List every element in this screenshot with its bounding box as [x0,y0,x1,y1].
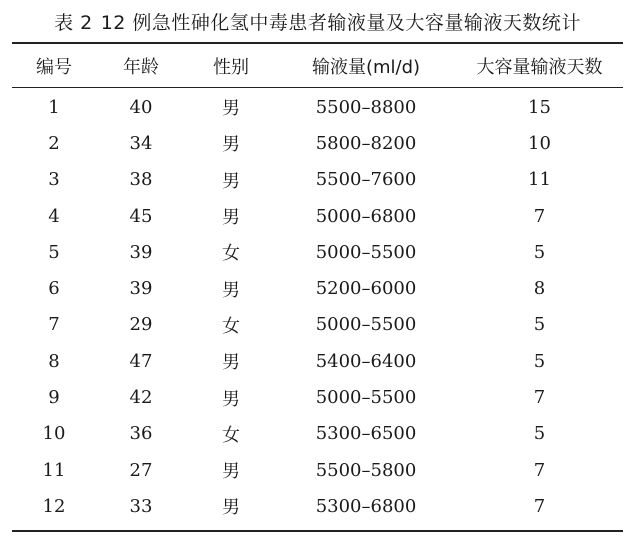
cell-sex: 男 [222,497,240,519]
cell-sex: 男 [222,461,240,483]
table-number: 表 2 [54,12,93,34]
data-table [12,44,623,525]
cell-sex: 男 [222,98,240,120]
cell-age: 34 [129,132,153,154]
cell-volume: 5500–8800 [315,96,417,118]
cell-days: 5 [533,241,546,263]
cell-days: 7 [533,459,546,481]
cell-id: 1 [48,96,60,118]
cell-age: 27 [129,459,153,481]
cell-volume: 5000–5500 [315,314,417,336]
cell-id: 8 [48,350,60,372]
cell-id: 11 [42,459,66,481]
cell-volume: 5400–6400 [315,350,417,372]
cell-age: 36 [129,423,153,445]
cell-age: 45 [129,205,153,227]
table-row [12,162,623,198]
header-id: 编号 [36,56,72,78]
table-row [12,379,623,415]
cell-id: 12 [42,495,66,517]
table-row [12,87,623,125]
cell-sex: 女 [222,424,240,446]
cell-age: 47 [129,350,153,372]
cell-days: 7 [533,205,546,227]
cell-sex: 男 [222,388,240,410]
table-row [12,198,623,234]
cell-days: 5 [533,350,546,372]
cell-volume: 5300–6800 [315,495,417,517]
cell-sex: 男 [222,207,240,229]
table-caption [0,8,635,35]
header-row [12,44,623,87]
cell-id: 7 [48,314,60,336]
cell-id: 6 [48,278,60,300]
cell-sex: 女 [222,315,240,337]
cell-sex: 男 [222,279,240,301]
table-body [12,87,623,525]
cell-volume: 5800–8200 [315,132,417,154]
table-row [12,452,623,488]
cell-id: 5 [48,241,60,263]
cell-days: 11 [528,169,551,191]
header-age: 年龄 [123,56,159,78]
cell-age: 42 [129,387,153,409]
table-row [12,416,623,452]
header-volume: 输液量(ml/d) [311,56,421,78]
cell-volume: 5200–6000 [315,278,417,300]
bottom-rule [12,530,623,532]
cell-id: 9 [48,387,60,409]
cell-days: 10 [528,132,551,154]
cell-days: 7 [533,495,546,517]
cell-age: 38 [129,169,153,191]
cell-id: 10 [42,423,66,445]
cell-sex: 男 [222,134,240,156]
cell-days: 7 [533,387,546,409]
table-row [12,307,623,343]
cell-volume: 5300–6500 [315,423,417,445]
cell-volume: 5500–5800 [315,459,417,481]
cell-age: 39 [129,241,153,263]
cell-id: 3 [48,169,60,191]
cell-age: 33 [129,495,153,517]
cell-volume: 5000–6800 [315,205,417,227]
cell-age: 29 [129,314,153,336]
cell-volume: 5500–7600 [315,169,417,191]
cell-sex: 男 [222,352,240,374]
cell-days: 8 [533,278,546,300]
header-days: 大容量输液天数 [476,56,603,78]
table-row [12,488,623,524]
cell-volume: 5000–5500 [315,387,417,409]
cell-age: 39 [129,278,153,300]
cell-days: 15 [528,96,551,118]
cell-volume: 5000–5500 [315,241,417,263]
table-title: 12 例急性砷化氢中毒患者输液量及大容量输液天数统计 [100,12,581,34]
cell-days: 5 [533,314,546,336]
cell-age: 40 [129,96,153,118]
header-sex: 性别 [213,56,249,78]
table-row [12,234,623,270]
table-row [12,270,623,306]
cell-sex: 女 [222,243,240,265]
cell-id: 2 [48,132,60,154]
table-header [12,44,623,87]
cell-days: 5 [533,423,546,445]
table-row [12,343,623,379]
cell-id: 4 [48,205,60,227]
cell-sex: 男 [222,170,240,192]
table-row [12,125,623,161]
